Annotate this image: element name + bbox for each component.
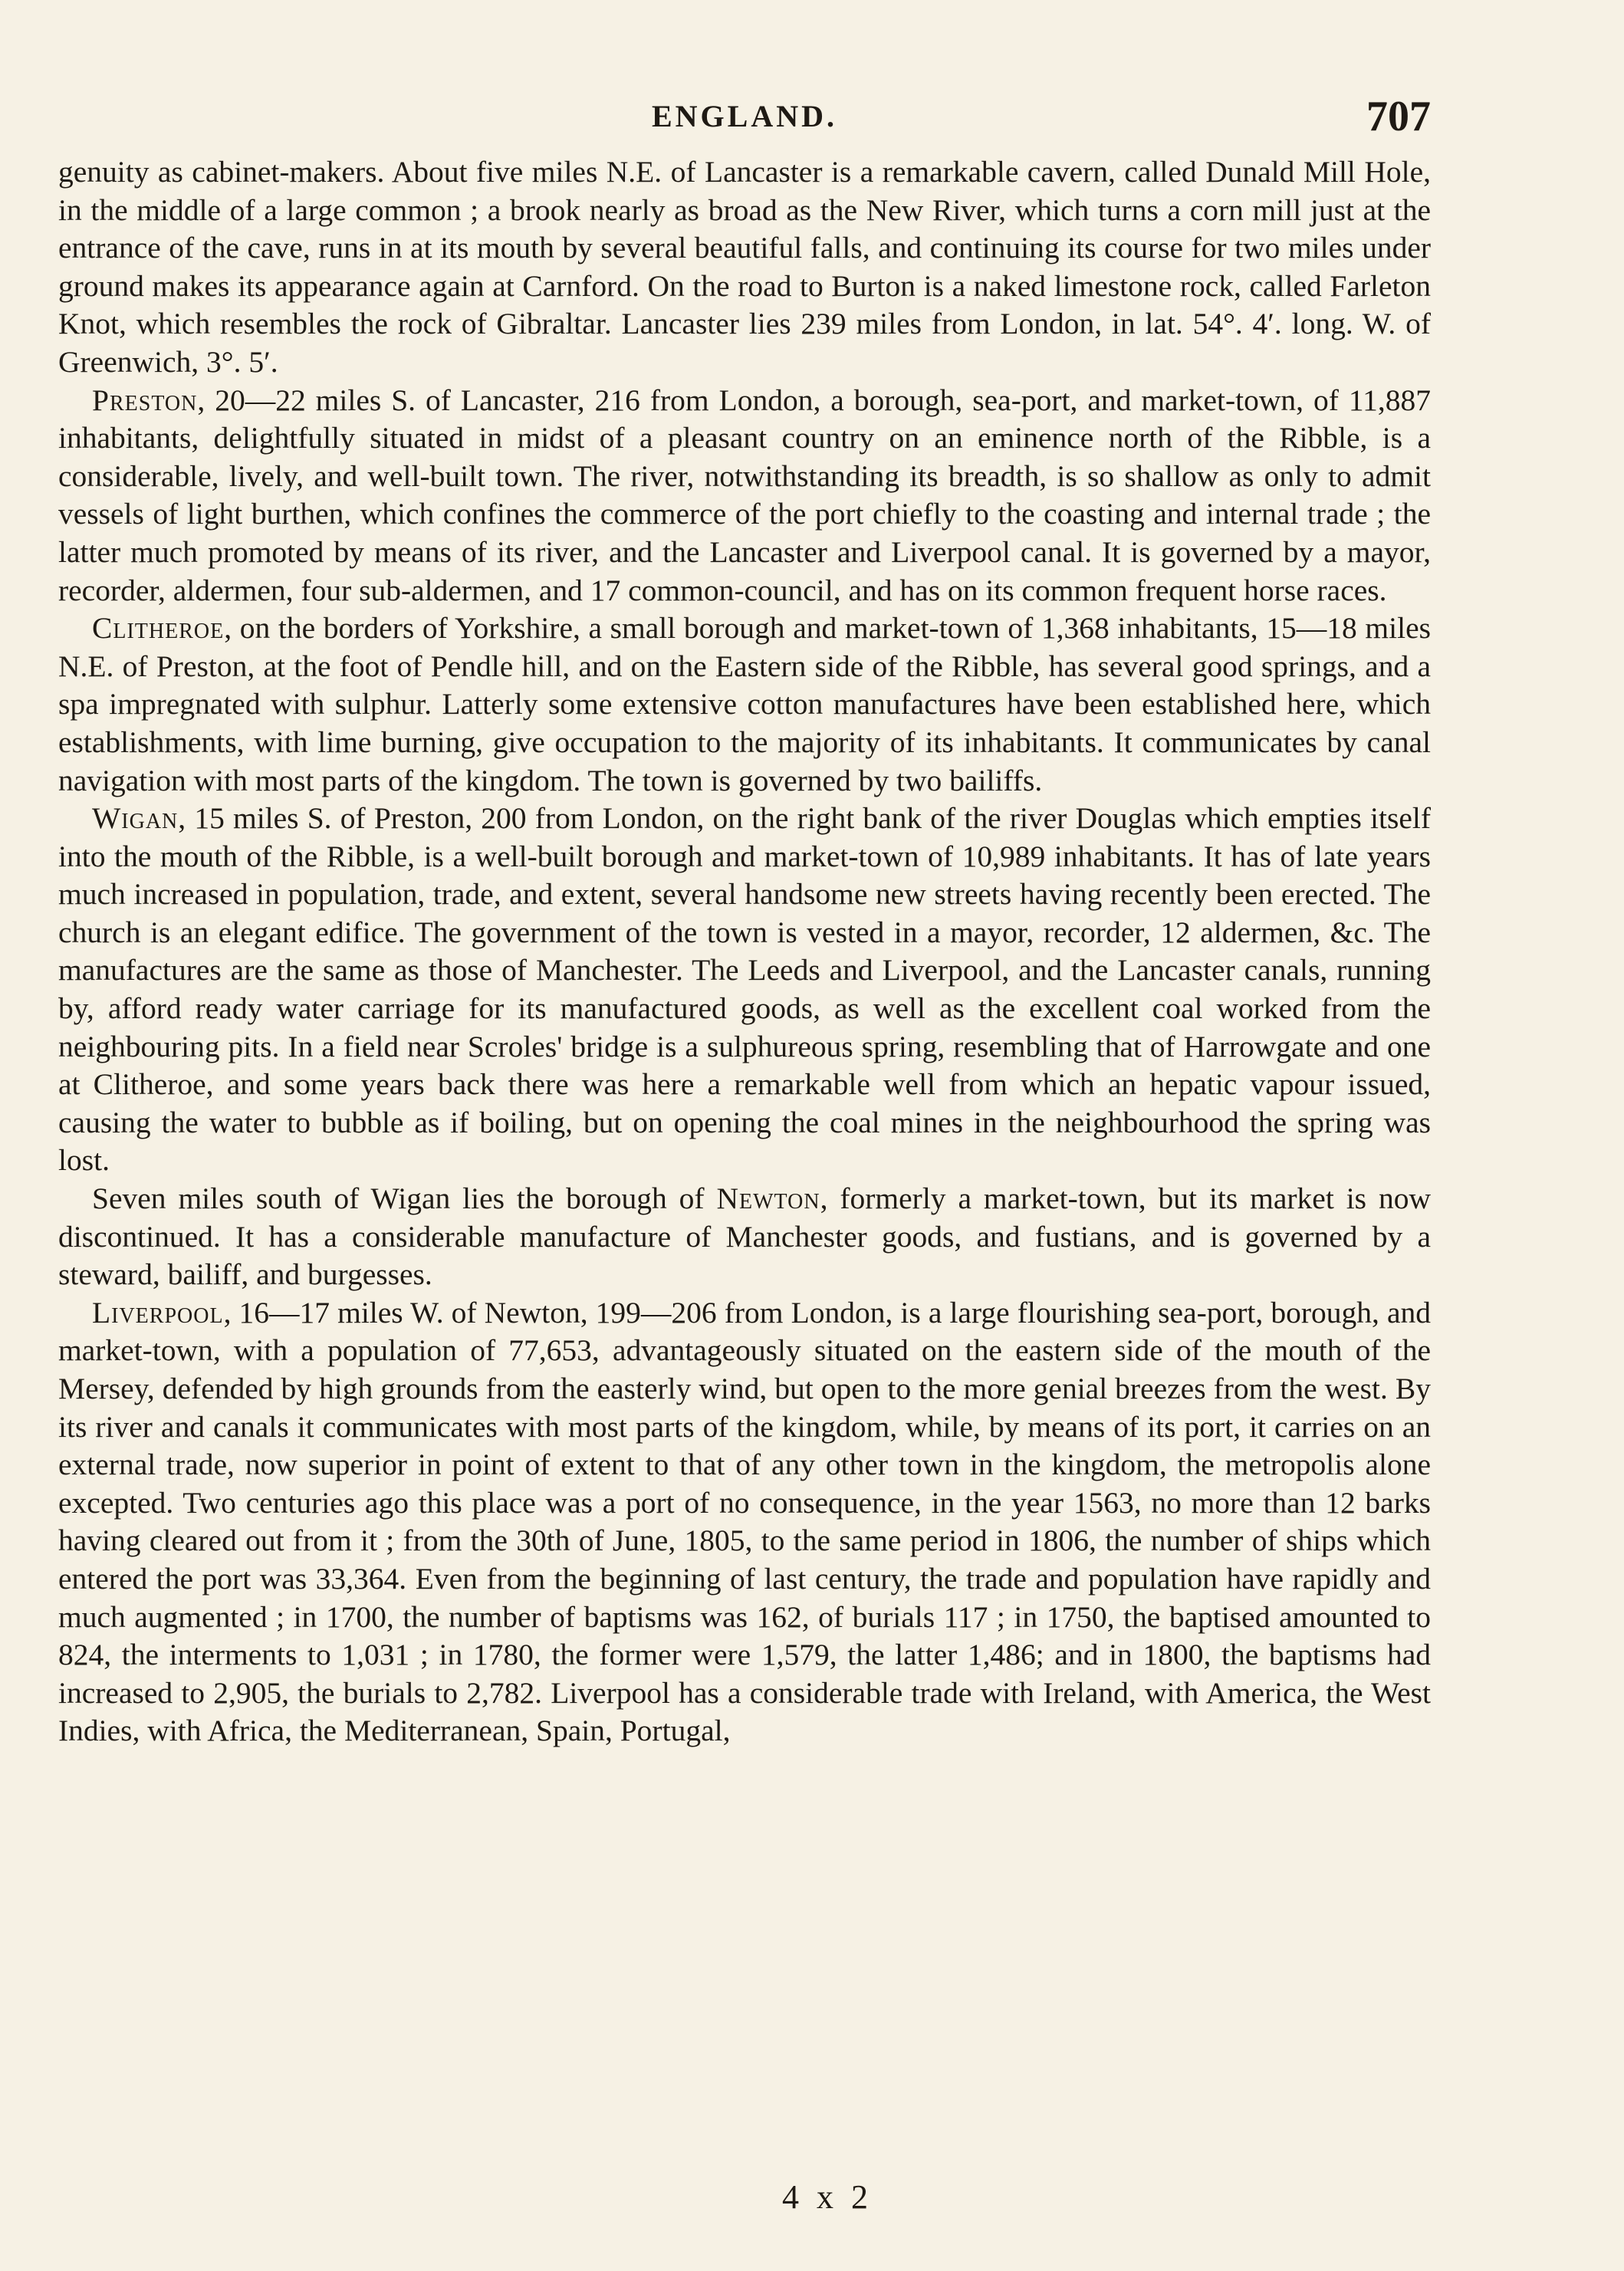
running-title: ENGLAND. <box>651 99 838 133</box>
paragraph-text: , 16—17 miles W. of Newton, 199—206 from London, is a large flourishing sea-port, borough, and market-town, with a population of 77,653, advantageously situated on the eastern side of the mouth of the Mersey, defended by high grounds from the easterly wind, but open to the more genial breezes from the west. By its river and canals it communicates with most parts of the kingdom, while, by means of its port, it carries on an external trade, now superior in point of extent to that of any other town in the kingdom, the metropolis alone excepted. Two centuries ago this place was a port of no consequence, in the year 1563, no more than 12 barks having cleared out from it ; from the 30th of June, 1805, to the same period in 1806, the number of ships which entered the port was 33,364. Even from the beginning of last century, the trade and population have rapidly and much augmented ; in 1700, the number of baptisms was 162, of burials 117 ; in 1750, the baptised amounted to 824, the interments to 1,031 ; in 1780, the former were 1,579, the latter 1,486; and in 1800, the baptisms had increased to 2,905, the burials to 2,782. Liverpool has a considerable trade with Ireland, with America, the West Indies, with Africa, the Mediterranean, Spain, Portugal, <box>58 1295 1431 1748</box>
paragraph-liverpool <box>58 1294 1431 1750</box>
paragraph-clitheroe <box>58 610 1431 800</box>
paragraph-lancaster-continued <box>58 153 1431 382</box>
paragraph-preston <box>58 382 1431 610</box>
place-name-preston: Preston <box>92 383 198 417</box>
paragraph-text: , 20—22 miles S. of Lancaster, 216 from London, a borough, sea-port, and market-town, of 11,887 inhabitants, delightfully situated in midst of a pleasant country on an eminence north of the Ribble, is a considerable, lively, and well-built town. The river, notwithstanding its breadth, is so shallow as only to admit vessels of light burthen, which confines the commerce of the port chiefly to the coasting and internal trade ; the latter much promoted by means of its river, and the Lancaster and Liverpool canal. It is governed by a mayor, recorder, aldermen, four sub-aldermen, and 17 common-council, and has on its common frequent horse races. <box>58 383 1431 607</box>
paragraph-lead-text: Seven miles south of Wigan lies the borough of <box>92 1182 717 1216</box>
paragraph-text: , formerly a market-town, but its market is now discontinued. It has a considerable manufacture of Manchester goods, and fustians, and is governed by a steward, bailiff, and burgesses. <box>58 1182 1431 1292</box>
paragraph-text: , 15 miles S. of Preston, 200 from London, on the right bank of the river Douglas which empties itself into the mouth of the Ribble, is a well-built borough and market-town of 10,989 inhabitants. It has of late years much increased in population, trade, and extent, several handsome new streets having recently been erected. The church is an elegant edifice. The government of the town is vested in a mayor, recorder, 12 aldermen, &c. The manufactures are the same as those of Manchester. The Leeds and Liverpool, and the Lancaster canals, running by, afford ready water carriage for its manufactured goods, as well as the excellent coal worked from the neighbouring pits. In a field near Scroles' bridge is a sulphureous spring, resembling that of Harrowgate and one at Clitheroe, and some years back there was here a remarkable well from which an hepatic vapour issued, causing the water to bubble as if boiling, but on opening the coal mines in the neighbourhood the spring was lost. <box>58 801 1431 1178</box>
paragraph-text: , on the borders of Yorkshire, a small borough and market-town of 1,368 inhabitants, 15—18 miles N.E. of Preston, at the foot of Pendle hill, and on the Eastern side of the Ribble, has several good springs, and a spa impregnated with sulphur. Latterly some extensive cotton manufactures have been established here, which establishments, with lime burning, give occupation to the majority of its inhabitants. It communicates by canal navigation with most parts of the kingdom. The town is governed by two bailiffs. <box>58 611 1431 797</box>
page-number: 707 <box>1366 93 1431 140</box>
place-name-clitheroe: Clitheroe <box>92 611 225 646</box>
place-name-newton: Newton <box>716 1182 820 1216</box>
paragraph-text: genuity as cabinet-makers. About five miles N.E. of Lancaster is a remarkable cavern, called Dunald Mill Hole, in the middle of a large common ; a brook nearly as broad as the New River, which turns a corn mill just at the entrance of the cave, runs in at its mouth by several beautiful falls, and continuing its course for two miles under ground makes its appearance again at Carnford. On the road to Burton is a naked limestone rock, called Farleton Knot, which resembles the rock of Gibraltar. Lancaster lies 239 miles from London, in lat. 54°. 4′. long. W. of Greenwich, 3°. 5′. <box>58 155 1431 379</box>
body-text <box>58 153 1431 1750</box>
printer-signature-mark: 4 x 2 <box>782 2178 873 2216</box>
place-name-wigan: Wigan <box>92 801 179 836</box>
place-name-liverpool: Liverpool <box>92 1295 224 1329</box>
paragraph-wigan <box>58 800 1431 1180</box>
paragraph-newton <box>58 1180 1431 1294</box>
book-page <box>58 92 1431 1750</box>
page-header <box>58 92 1431 153</box>
